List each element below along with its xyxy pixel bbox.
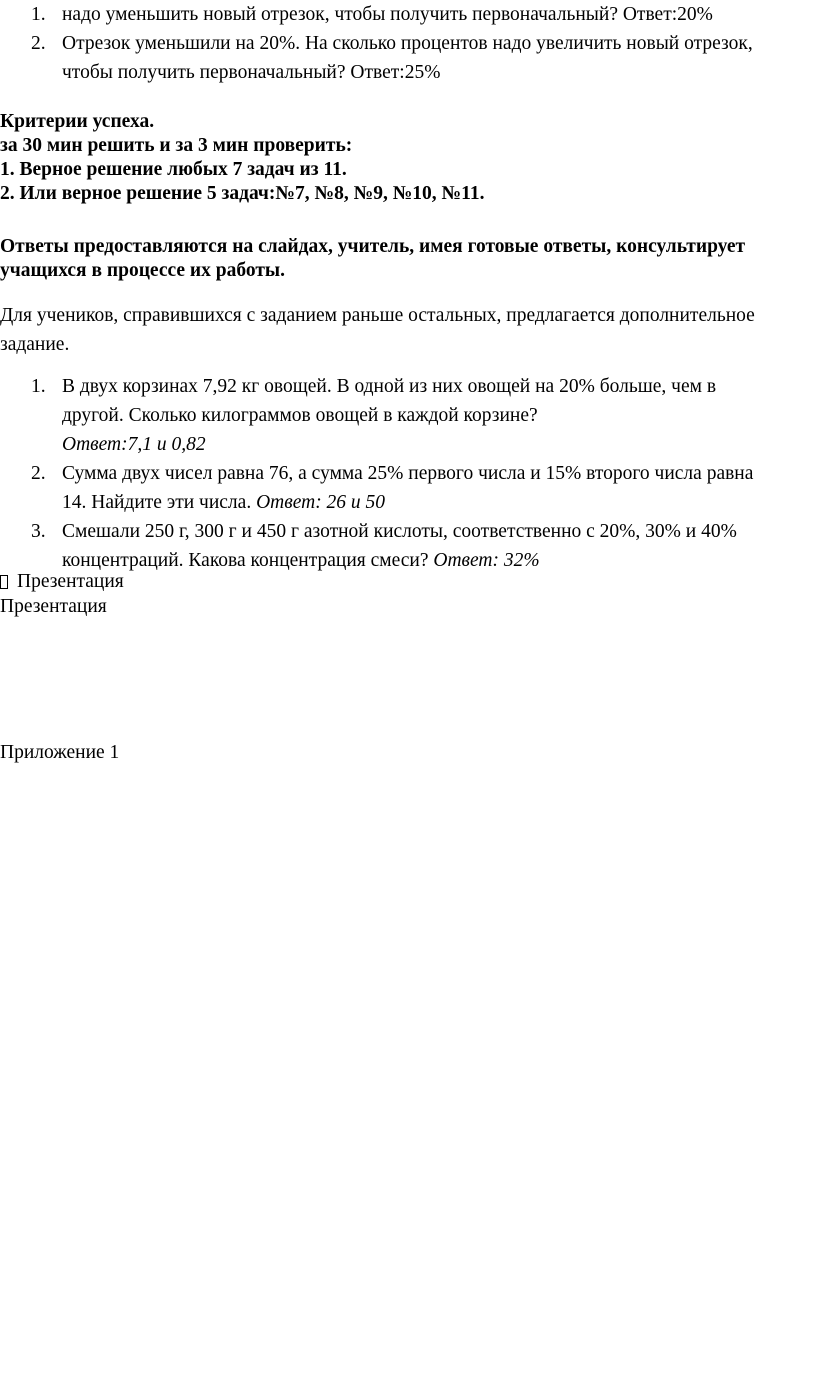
- list-item-text: В двух корзинах 7,92 кг овощей. В одной из них овощей на 20% больше, чем в: [62, 376, 717, 397]
- criteria-line: 1. Верное решение любых 7 задач из 11.: [0, 159, 347, 180]
- answers-note-line: учащихся в процессе их работы.: [0, 260, 286, 281]
- presentation-bullet-text: Презентация: [17, 571, 124, 592]
- presentation-text: Презентация: [0, 596, 107, 617]
- list-item-number: 3.: [31, 521, 46, 542]
- extra-intro-line: задание.: [0, 334, 70, 355]
- list-item-number: 2.: [31, 463, 46, 484]
- list-item-text: концентраций. Какова концентрация смеси?: [62, 550, 434, 571]
- list-item-answer: Ответ: 26 и 50: [256, 492, 386, 513]
- extra-intro-line: Для учеников, справившихся с заданием раньше остальных, предлагается дополнительное: [0, 305, 755, 326]
- list-item-text: Смешали 250 г, 300 г и 450 г азотной кислоты, соответственно с 20%, 30% и 40%: [62, 521, 737, 542]
- list-item-answer: Ответ:7,1 и 0,82: [62, 434, 206, 455]
- list-item-text: Сумма двух чисел равна 76, а сумма 25% первого числа и 15% второго числа равна: [62, 463, 754, 484]
- list-item-text: 14. Найдите эти числа.: [62, 492, 257, 513]
- answers-note-line: Ответы предоставляются на слайдах, учитель, имея готовые ответы, консультирует: [0, 236, 746, 257]
- list-item-text: чтобы получить первоначальный? Ответ:25%: [62, 62, 441, 83]
- list-item-text: надо уменьшить новый отрезок, чтобы получить первоначальный? Ответ:20%: [62, 4, 713, 25]
- criteria-title: Критерии успеха.: [0, 111, 155, 132]
- missing-glyph-icon: [0, 575, 8, 589]
- criteria-line: за 30 мин решить и за 3 мин проверить:: [0, 135, 353, 156]
- list-item-text: другой. Сколько килограммов овощей в каждой корзине?: [62, 405, 538, 426]
- criteria-line: 2. Или верное решение 5 задач:№7, №8, №9, №10, №11.: [0, 183, 485, 204]
- list-item-answer: Ответ: 32%: [433, 550, 540, 571]
- list-item-number: 1.: [31, 376, 46, 397]
- list-item-text: Отрезок уменьшили на 20%. На сколько процентов надо увеличить новый отрезок,: [62, 33, 753, 54]
- list-item-number: 2.: [31, 33, 46, 54]
- list-item-number: 1.: [31, 4, 46, 25]
- appendix-label: Приложение 1: [0, 742, 120, 763]
